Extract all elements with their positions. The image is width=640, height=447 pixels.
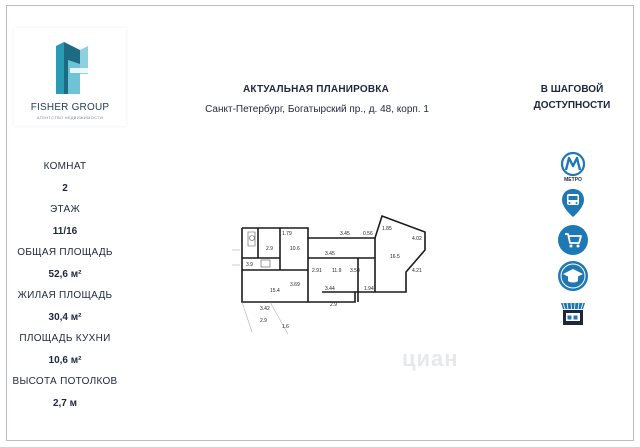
bus-stop-icon — [557, 187, 589, 219]
cian-watermark: циан — [402, 346, 459, 371]
dim-11: 1.94 — [364, 286, 374, 292]
rooms-value: 2 — [62, 182, 68, 194]
dim-4: 1.85 — [382, 226, 392, 232]
area-bath: 2.9 — [266, 246, 273, 252]
dim-2: 3.45 — [340, 231, 350, 237]
floor-label: ЭТАЖ — [49, 204, 81, 215]
fisher-group-logo-icon — [50, 40, 94, 96]
brand-tagline: АГЕНТСТВО НЕДВИЖИМОСТИ — [36, 115, 104, 120]
address: Санкт-Петербург, Богатырский пр., д. 48, корп. 1 — [205, 104, 429, 115]
total-area-value: 52,6 м² — [48, 268, 82, 280]
metro-label: МЕТРО — [564, 177, 582, 182]
living-area-label: ЖИЛАЯ ПЛОЩАДЬ — [17, 290, 113, 301]
rooms-label: КОМНАТ — [43, 161, 87, 172]
dim-3: 0.56 — [363, 231, 373, 237]
dim-5: 4.02 — [412, 236, 422, 242]
dim-13: 3.42 — [260, 306, 270, 312]
shopping-cart-icon — [557, 224, 589, 256]
dim-15: 1.6 — [282, 324, 289, 330]
brand-logo — [14, 28, 126, 126]
area-wc: 3.9 — [246, 262, 253, 268]
dim-12: 3.69 — [290, 282, 300, 288]
dim-7: 3.50 — [350, 268, 360, 274]
dim-9: 4.21 — [412, 268, 422, 274]
area-balcony: 2.9 — [260, 318, 267, 324]
dim-1: 1.79 — [282, 231, 292, 237]
apartment-specs — [10, 156, 120, 414]
ceiling-height-label: ВЫСОТА ПОТОЛКОВ — [12, 376, 118, 387]
graduation-cap-icon — [557, 260, 589, 292]
floor-plan — [230, 210, 445, 335]
dim-6: 3.45 — [325, 251, 335, 257]
nearby-heading-line2: ДОСТУПНОСТИ — [533, 100, 611, 111]
brand-name: FISHER GROUP — [30, 102, 110, 113]
ceiling-height-value: 2,7 м — [52, 397, 78, 409]
living-area-value: 30,4 м² — [48, 311, 82, 323]
kitchen-area-label: ПЛОЩАДЬ КУХНИ — [19, 333, 111, 344]
nearby-heading — [520, 82, 624, 114]
page-title: АКТУАЛЬНАЯ ПЛАНИРОВКА — [242, 84, 389, 95]
area-kitchen: 10.6 — [290, 246, 300, 252]
dim-14: 2.9 — [330, 302, 337, 308]
area-room-3: 15.4 — [270, 288, 280, 294]
nearby-heading-line1: В ШАГОВОЙ — [540, 84, 604, 95]
area-room-1: 16.5 — [390, 254, 400, 260]
dim-10: 3.44 — [325, 286, 335, 292]
floor-value: 11/16 — [52, 225, 78, 237]
metro-icon — [557, 150, 589, 182]
area-room-2: 11.9 — [332, 268, 342, 274]
total-area-label: ОБЩАЯ ПЛОЩАДЬ — [17, 247, 113, 258]
dim-8: 2.91 — [312, 268, 322, 274]
store-icon — [557, 297, 589, 329]
kitchen-area-value: 10,6 м² — [48, 354, 82, 366]
